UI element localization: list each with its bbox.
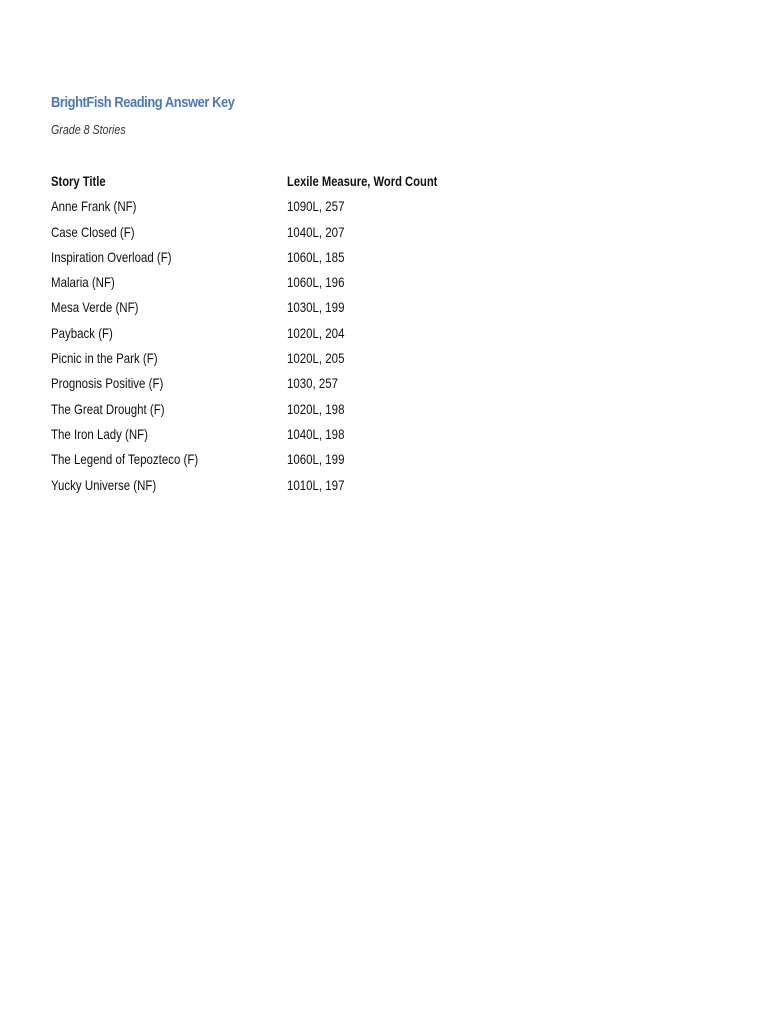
story-title-cell: The Legend of Tepozteco (F) (51, 451, 199, 468)
table-row (51, 271, 511, 296)
lexile-cell: 1090L, 257 (287, 198, 345, 215)
story-title-cell: Prognosis Positive (F) (51, 375, 164, 392)
story-title-cell: Mesa Verde (NF) (51, 299, 139, 316)
lexile-cell: 1060L, 199 (287, 451, 345, 468)
table-header-row (51, 170, 511, 195)
table-row (51, 246, 511, 271)
story-title-cell: Yucky Universe (NF) (51, 476, 157, 493)
table-row (51, 398, 511, 423)
lexile-cell: 1020L, 204 (287, 324, 345, 341)
table-row (51, 372, 511, 397)
lexile-cell: 1060L, 185 (287, 248, 345, 265)
table-row (51, 296, 511, 321)
lexile-cell: 1020L, 205 (287, 350, 345, 367)
story-title-cell: The Great Drought (F) (51, 400, 165, 417)
table-row (51, 474, 511, 499)
story-title-cell: Picnic in the Park (F) (51, 350, 158, 367)
lexile-cell: 1060L, 196 (287, 274, 345, 291)
story-title-cell: The Iron Lady (NF) (51, 425, 148, 442)
table-row (51, 221, 511, 246)
story-title-cell: Payback (F) (51, 324, 113, 341)
table-row (51, 322, 511, 347)
lexile-cell: 1010L, 197 (287, 476, 345, 493)
lexile-cell: 1040L, 198 (287, 425, 345, 442)
story-title-cell: Anne Frank (NF) (51, 198, 137, 215)
table-row (51, 347, 511, 372)
document-subtitle: Grade 8 Stories (51, 122, 126, 137)
document-title: BrightFish Reading Answer Key (51, 94, 235, 111)
header-story-title: Story Title (51, 173, 106, 189)
header-lexile-word-count: Lexile Measure, Word Count (287, 173, 438, 189)
lexile-cell: 1020L, 198 (287, 400, 345, 417)
table-row (51, 423, 511, 448)
table-row (51, 448, 511, 473)
table-row (51, 195, 511, 220)
story-title-cell: Malaria (NF) (51, 274, 115, 291)
story-title-cell: Inspiration Overload (F) (51, 248, 172, 265)
lexile-cell: 1030L, 199 (287, 299, 345, 316)
stories-table (51, 170, 511, 499)
lexile-cell: 1040L, 207 (287, 223, 345, 240)
lexile-cell: 1030, 257 (287, 375, 339, 392)
story-title-cell: Case Closed (F) (51, 223, 135, 240)
